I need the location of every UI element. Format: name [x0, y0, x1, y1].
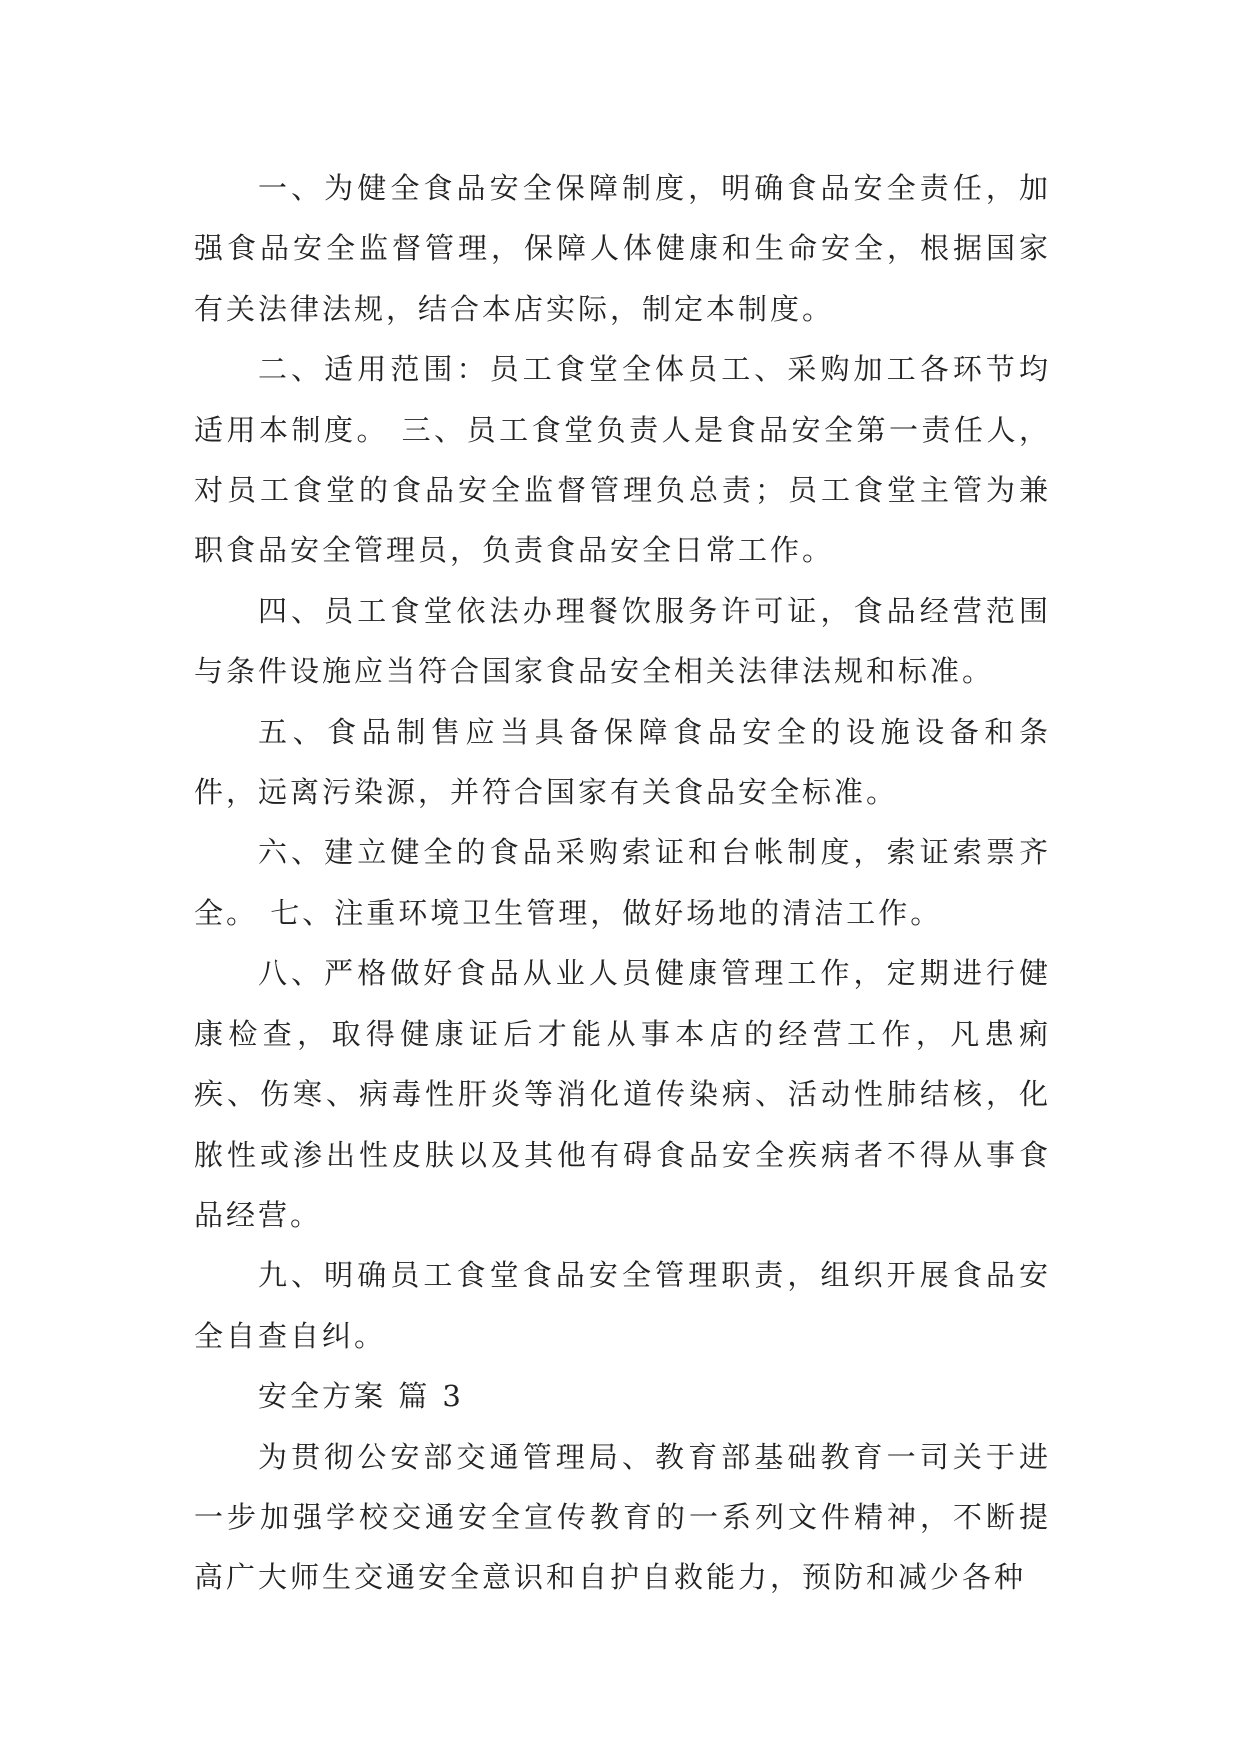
paragraph-7: 九、明确员工食堂食品安全管理职责，组织开展食品安全自查自纠。	[194, 1258, 1051, 1353]
paragraph-2: 二、适用范围：员工食堂全体员工、采购加工各环节均适用本制度。 三、员工食堂负责人是食品安全第一责任人，对员工食堂的食品安全监督管理负总责；员工食堂主管为兼职食品安全管理员，负责食品安全日常工作。	[194, 352, 1051, 568]
paragraph-5: 六、建立健全的食品采购索证和台帐制度，索证索票齐全。 七、注重环境卫生管理，做好场地的清洁工作。	[194, 835, 1051, 930]
paragraph-6: 八、严格做好食品从业人员健康管理工作，定期进行健康检查，取得健康证后才能从事本店的经营工作，凡患痢疾、伤寒、病毒性肝炎等消化道传染病、活动性肺结核，化脓性或渗出性皮肤以及其他有碍食品安全疾病者不得从事食品经营。	[194, 956, 1051, 1232]
paragraph-4: 五、食品制售应当具备保障食品安全的设施设备和条件，远离污染源，并符合国家有关食品安全标准。	[194, 714, 1051, 810]
paragraph-8: 为贯彻公安部交通管理局、教育部基础教育一司关于进一步加强学校交通安全宣传教育的一系列文件精神，不断提高广大师生交通安全意识和自护自救能力，预防和减少各种	[194, 1439, 1051, 1595]
document-body	[194, 158, 1051, 1608]
section-heading: 安全方案 篇 3	[258, 1379, 464, 1414]
paragraph-1: 一、为健全食品安全保障制度，明确食品安全责任，加强食品安全监督管理，保障人体健康和生命安全，根据国家有关法律法规，结合本店实际，制定本制度。	[194, 171, 1051, 326]
paragraph-3: 四、员工食堂依法办理餐饮服务许可证，食品经营范围与条件设施应当符合国家食品安全相关法律法规和标准。	[194, 593, 1051, 689]
